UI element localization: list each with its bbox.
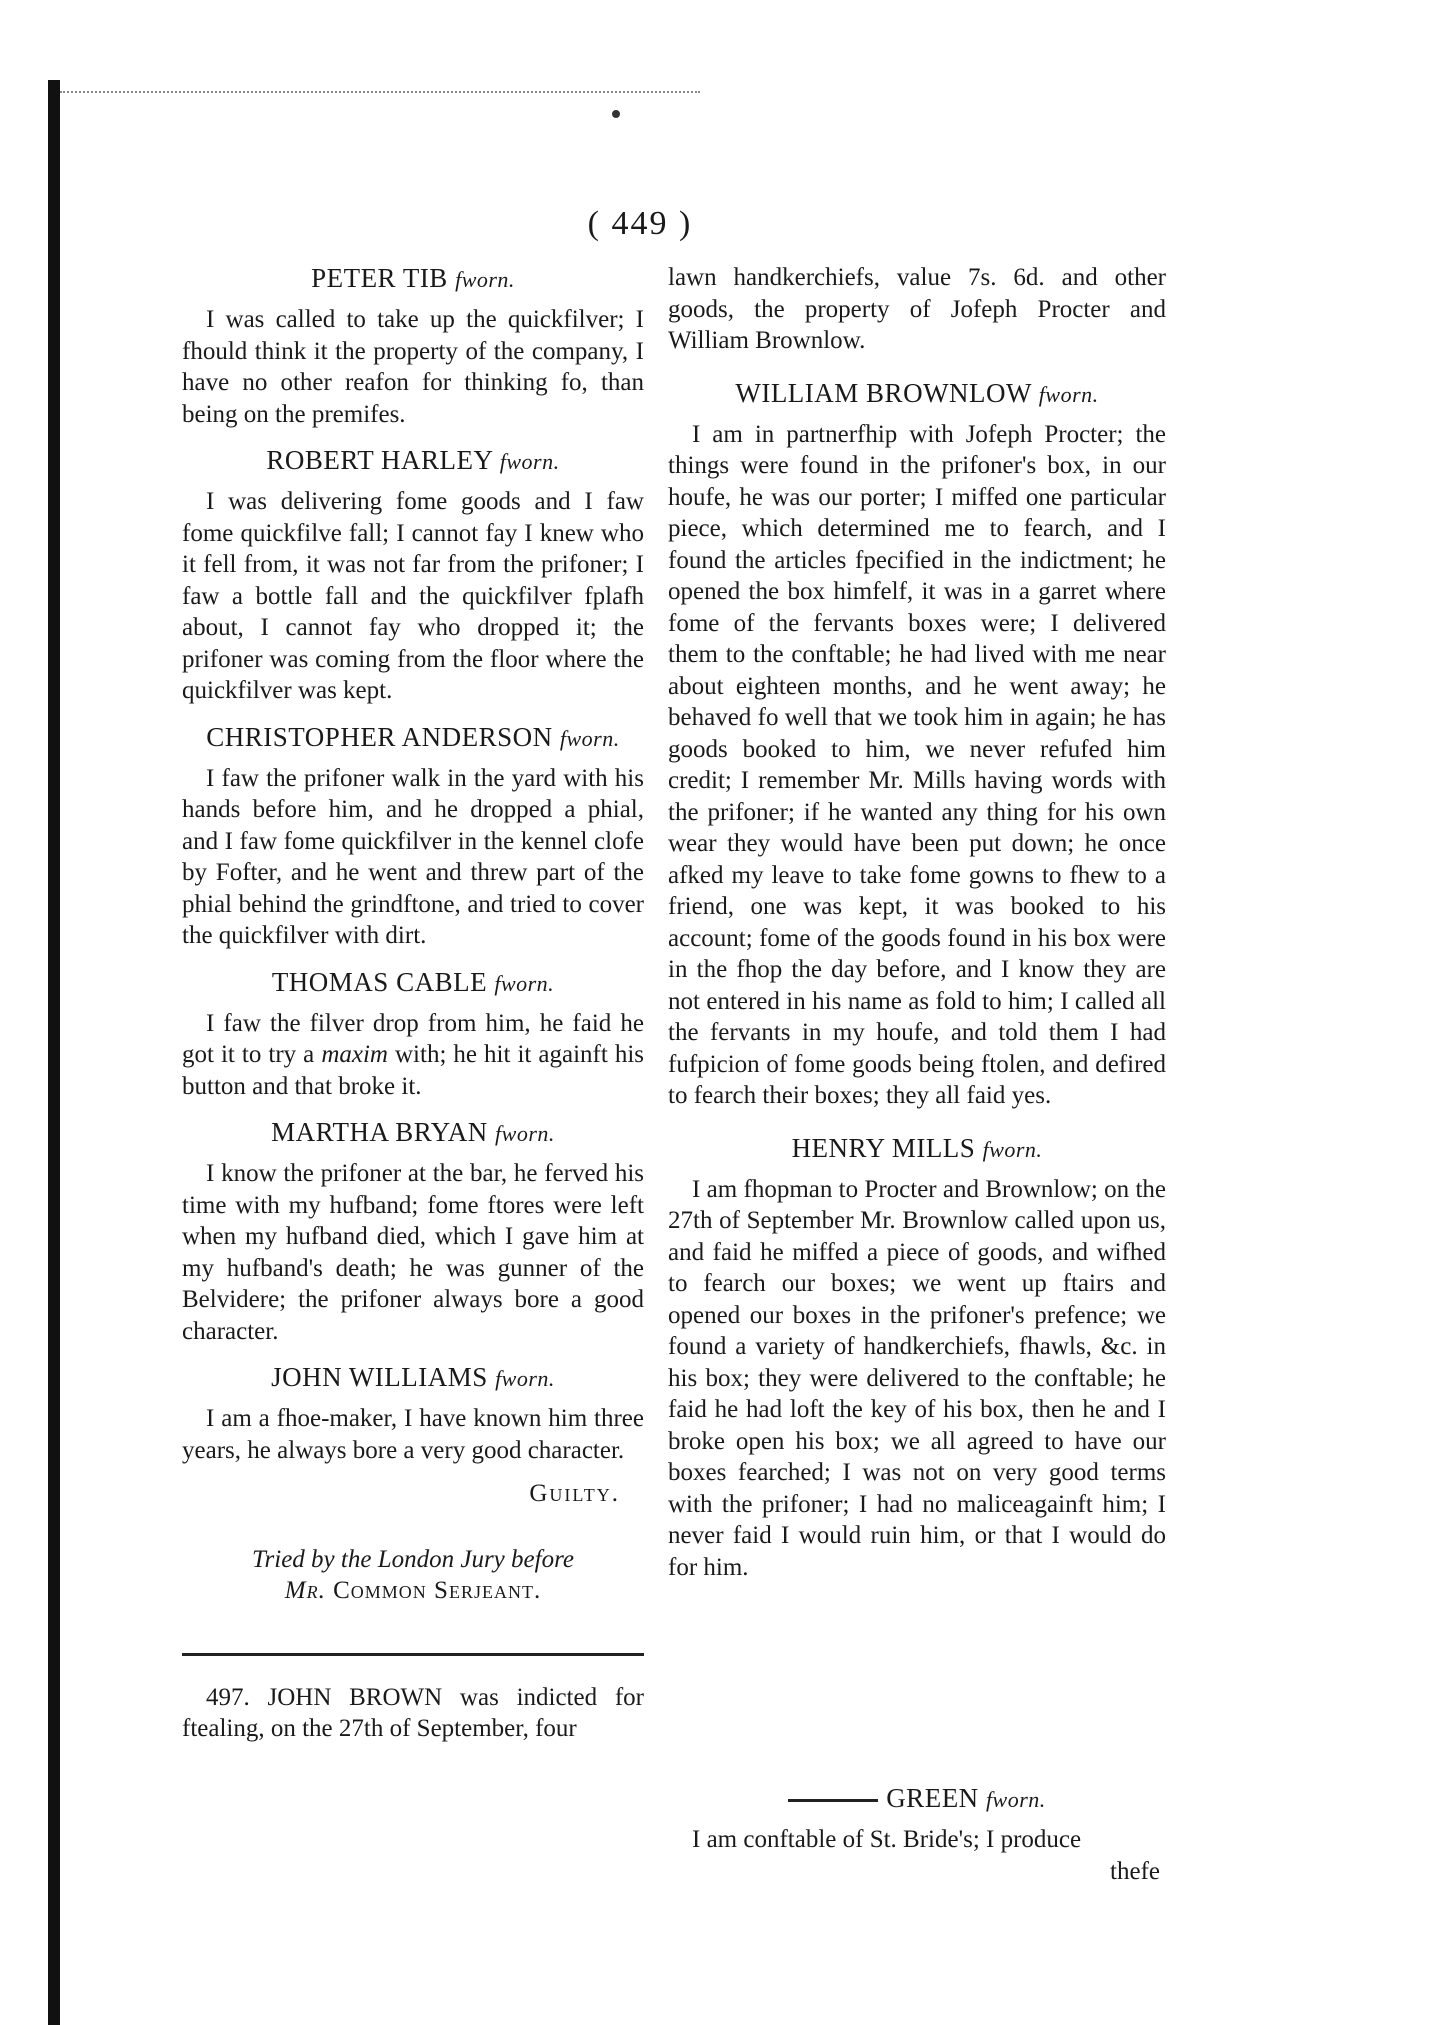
trial-note-line: Tried by the London Jury before	[252, 1545, 574, 1573]
sworn-label: fworn.	[455, 267, 515, 292]
testimony-text: I know the prifoner at the bar, he ferved his time with my hufband; fome ftores were left when my hufband died, which I gave him at my hufband's death; he was gunner of the Belvidere; the prifoner always bore a good character.	[182, 1160, 644, 1345]
testimony-text: I was called to take up the quickfilver; I fhould think it the property of the company, I have no other reafon for thinking fo, than being on the premifes.	[182, 306, 644, 428]
witness-name: MARTHA BRYAN	[271, 1117, 488, 1147]
witness-name: CHRISTOPHER ANDERSON	[206, 721, 553, 752]
page-number: ( 449 )	[587, 205, 693, 242]
verdict: Guilty.	[529, 1480, 620, 1507]
witness-name: JOHN WILLIAMS	[271, 1362, 488, 1392]
witness-name: THOMAS CABLE	[271, 966, 488, 997]
ink-speck	[612, 110, 620, 118]
witness-name: PETER TIB	[311, 263, 448, 293]
sworn-label: fworn.	[982, 1136, 1043, 1162]
case-indictment-text: 497. JOHN BROWN was indicted for ftealing, on the 27th of September, four	[182, 1683, 644, 1742]
witness-heading	[182, 262, 644, 296]
testimony-text: I am fhopman to Procter and Brownlow; on the 27th of September Mr. Brownlow called upon us, and faid he miffed a piece of goods, and wifhed to fearch our boxes; we went up ftairs and opened our boxes in the prifoner's prefence; we found a variety of handkerchiefs, fhawls, &c. in his box; they were delivered to the conftable; he faid he had loft the key of his box, then he and I broke open his box; we all agreed to have our boxes fearched; I was not on very good terms with the prifoner; I had no maliceagainft him; I never faid I would ruin him, or that I would do for him.	[668, 1175, 1166, 1581]
testimony-text: I am conftable of St. Bride's; I produce	[692, 1826, 1082, 1853]
witness-heading	[668, 1132, 1166, 1166]
testimony-text-part: I faw the filver drop from him, he faid he got it to try a	[182, 1009, 644, 1068]
witness-heading	[182, 966, 644, 1000]
testimony-text: I was delivering fome goods and I faw fome quickfilve fall; I cannot fay I knew who it fell from, it was not far from the prifoner; I faw a bottle fall and the quickfilver fplafh about, I cannot fay who dropped it; the prifoner was coming from the floor where the quickfilver was kept.	[182, 488, 644, 704]
sworn-label: fworn.	[985, 1787, 1046, 1812]
witness-heading	[668, 377, 1166, 411]
left-column	[182, 262, 644, 1745]
sworn-label: fworn.	[495, 1121, 555, 1146]
trial-note-line	[182, 1575, 644, 1607]
sworn-label: fworn.	[494, 970, 555, 996]
name-omitted-dash	[788, 1799, 878, 1802]
trial-note-judge: Common Serjeant.	[333, 1577, 542, 1604]
witness-heading	[668, 1782, 1166, 1816]
testimony-text: I am a fhoe-maker, I have known him three years, he always bore a very good character.	[182, 1405, 644, 1464]
testimony-text	[182, 1008, 644, 1103]
sworn-label: fworn.	[495, 1366, 555, 1391]
catchword: thefe	[1110, 1857, 1160, 1885]
page-binding-edge	[48, 80, 60, 2025]
top-scan-rule	[60, 91, 700, 93]
sworn-label: fworn.	[559, 725, 620, 751]
trial-note-title: Mr.	[284, 1577, 326, 1604]
witness-heading	[182, 444, 644, 478]
indictment-continued-text: lawn handkerchiefs, value 7s. 6d. and other goods, the property of Jofeph Procter and William Brownlow.	[668, 264, 1166, 354]
testimony-italic-word: maxim	[321, 1041, 388, 1068]
witness-name: ROBERT HARLEY	[266, 445, 493, 475]
witness-name: HENRY MILLS	[791, 1132, 976, 1163]
sworn-label: fworn.	[499, 449, 560, 474]
testimony-text: I faw the prifoner walk in the yard with his hands before him, and he dropped a phial, and I faw fome quickfilver in the kennel clofe by Fofter, and he went and threw part of the phial behind the grindftone, and tried to cover the quickfilver with dirt.	[182, 764, 644, 949]
testimony-text-part: with; he hit it againft his button and that broke it.	[182, 1041, 645, 1100]
witness-heading	[182, 1361, 644, 1395]
right-column-bottom	[668, 1782, 1166, 1887]
witness-heading	[182, 1116, 644, 1150]
testimony-text: I am in partnerfhip with Jofeph Procter; the things were found in the prifoner's box, in our houfe, he was our porter; I miffed one particular piece, which determined me to fearch, and I found the articles fpecified in the indictment; he opened the box himfelf, it was in a garret where fome of the fervants boxes were; I delivered them to the conftable; he had lived with me near about eighteen months, and he went away; he behaved fo well that we took him in again; he has goods booked to him, we never refufed him credit; I remember Mr. Mills having words with the prifoner; if he wanted any thing for his own wear they would have been put down; he once afked my leave to take fome gowns to fhew to a friend, one was kept, it was booked to his account; fome of the goods found in his box were in the fhop the day before, and I know they are not entered in his name as fold to him; I called all the fervants in my houfe, and told them I had fufpicion of fome goods being ftolen, and defired to fearch their boxes; they all faid yes.	[668, 420, 1166, 1109]
sworn-label: fworn.	[1038, 381, 1099, 407]
trial-note	[182, 1544, 644, 1607]
right-column	[668, 262, 1166, 1885]
witness-name: GREEN	[886, 1783, 979, 1813]
witness-name: WILLIAM BROWNLOW	[735, 377, 1032, 408]
witness-heading	[182, 721, 644, 755]
section-rule	[182, 1653, 644, 1656]
